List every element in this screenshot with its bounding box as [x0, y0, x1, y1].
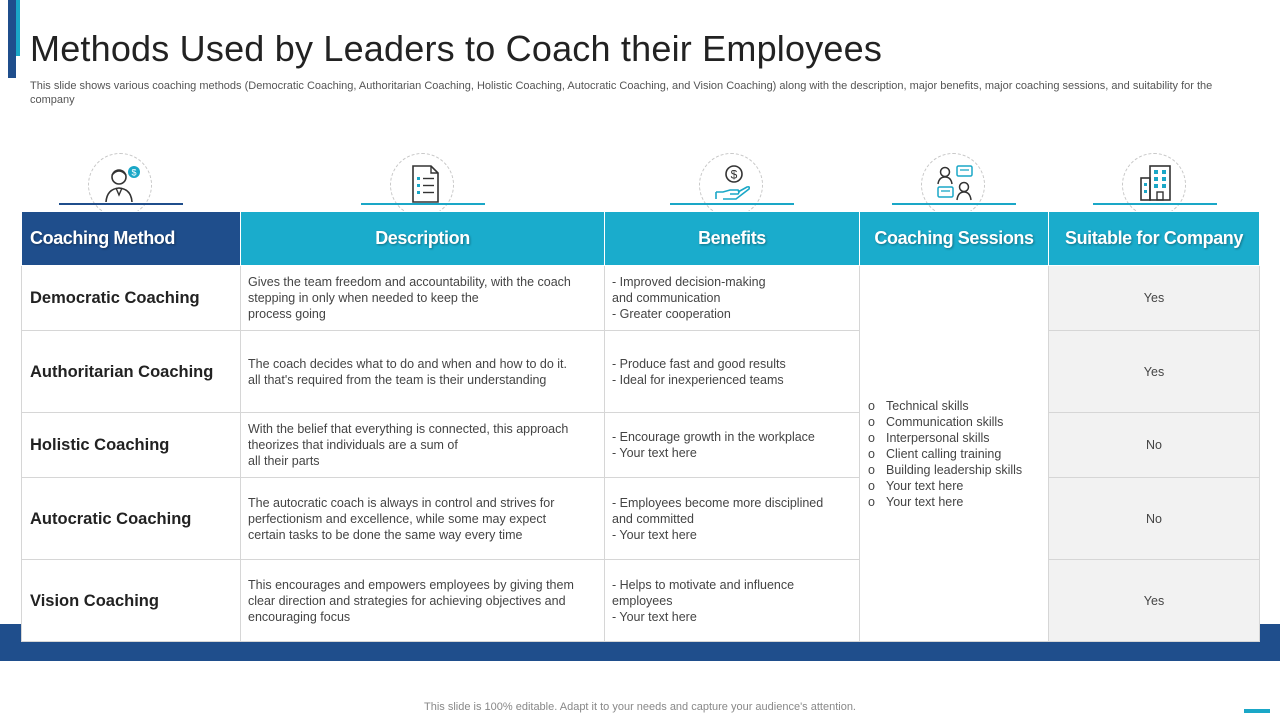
- suitable-cell: Yes: [1049, 331, 1260, 413]
- coach-person-icon: [103, 164, 141, 204]
- sessions-list: [868, 398, 1041, 510]
- bullet-icon: o: [868, 414, 875, 429]
- header-benefits: Benefits: [605, 212, 860, 266]
- coaching-methods-table: [21, 211, 1260, 642]
- list-item: o Your text here: [868, 478, 964, 493]
- svg-text:$: $: [730, 167, 738, 182]
- title-accent-bar: [8, 0, 16, 78]
- page-subtitle: This slide shows various coaching methods (Democratic Coaching, Authoritarian Coaching, Holistic Coaching, Autocratic Coaching, and Vision Coaching) along with the description, major benefits, major coaching sessions, and suitability for the company: [30, 80, 1213, 106]
- table-row: [22, 266, 1260, 331]
- icon-underline: [670, 203, 794, 205]
- description-cell: The autocratic coach is always in control and strives for perfectionism and excellence, while some may expect certain tasks to be done the same way every time: [241, 478, 605, 560]
- icon-row: [0, 150, 1280, 210]
- icon-underline: [1093, 203, 1217, 205]
- header-description: Description: [241, 212, 605, 266]
- table-row: [22, 413, 1260, 478]
- list-item: o Building leadership skills: [868, 462, 1023, 477]
- method-cell: Democratic Coaching: [22, 266, 241, 331]
- description-cell: The coach decides what to do and when and how to do it. all that's required from the team is their understanding: [241, 331, 605, 413]
- chat-people-icon: [936, 164, 974, 204]
- method-cell: Holistic Coaching: [22, 413, 241, 478]
- benefits-cell: - Employees become more disciplined and committed - Your text here: [605, 478, 860, 560]
- bullet-icon: o: [868, 446, 875, 461]
- bullet-icon: o: [868, 398, 875, 413]
- table-header-row: [22, 212, 1260, 266]
- benefits-cell: - Helps to motivate and influence employees - Your text here: [605, 560, 860, 642]
- svg-text:$: $: [131, 167, 137, 178]
- bullet-icon: o: [868, 494, 875, 509]
- list-item: o Communication skills: [868, 414, 1004, 429]
- description-cell: Gives the team freedom and accountability, with the coach stepping in only when needed to keep the process going: [241, 266, 605, 331]
- icon-underline: [59, 203, 183, 205]
- suitable-cell: No: [1049, 478, 1260, 560]
- table-row: [22, 560, 1260, 642]
- bullet-icon: o: [868, 478, 875, 493]
- page-title: Methods Used by Leaders to Coach their Employees: [30, 28, 883, 69]
- list-item: o Interpersonal skills: [868, 430, 990, 445]
- icon-underline: [361, 203, 485, 205]
- method-cell: Vision Coaching: [22, 560, 241, 642]
- footer-accent-bar: [1244, 709, 1270, 713]
- header-coaching-method: Coaching Method: [22, 212, 241, 266]
- table-row: [22, 478, 1260, 560]
- icon-slot-sessions: [892, 150, 1016, 206]
- coaching-sessions-cell: [860, 266, 1049, 642]
- suitable-cell: No: [1049, 413, 1260, 478]
- header-suitable-for-company: Suitable for Company: [1049, 212, 1260, 266]
- list-item: o Client calling training: [868, 446, 1002, 461]
- description-cell: With the belief that everything is connected, this approach theorizes that individuals are a sum of all their parts: [241, 413, 605, 478]
- icon-slot-method: [59, 150, 183, 206]
- icon-slot-description: [361, 150, 485, 206]
- document-icon: [405, 164, 443, 204]
- footer-note: This slide is 100% editable. Adapt it to your needs and capture your audience's attention.: [424, 701, 856, 713]
- title-accent-bar-inner: [16, 0, 20, 56]
- table-row: [22, 331, 1260, 413]
- header-coaching-sessions: Coaching Sessions: [860, 212, 1049, 266]
- icon-underline: [892, 203, 1016, 205]
- list-item: o Your text here: [868, 494, 964, 509]
- benefits-cell: - Encourage growth in the workplace - Your text here: [605, 413, 860, 478]
- benefits-cell: - Produce fast and good results - Ideal for inexperienced teams: [605, 331, 860, 413]
- list-item: o Technical skills: [868, 398, 969, 413]
- method-cell: Autocratic Coaching: [22, 478, 241, 560]
- method-cell: Authoritarian Coaching: [22, 331, 241, 413]
- benefits-cell: - Improved decision-making and communication - Greater cooperation: [605, 266, 860, 331]
- icon-slot-benefits: [670, 150, 794, 206]
- money-hand-icon: [714, 164, 752, 204]
- suitable-cell: Yes: [1049, 266, 1260, 331]
- company-building-icon: [1137, 164, 1175, 204]
- suitable-cell: Yes: [1049, 560, 1260, 642]
- bullet-icon: o: [868, 430, 875, 445]
- description-cell: This encourages and empowers employees by giving them clear direction and strategies for achieving objectives and encouraging focus: [241, 560, 605, 642]
- bullet-icon: o: [868, 462, 875, 477]
- icon-slot-company: [1093, 150, 1217, 206]
